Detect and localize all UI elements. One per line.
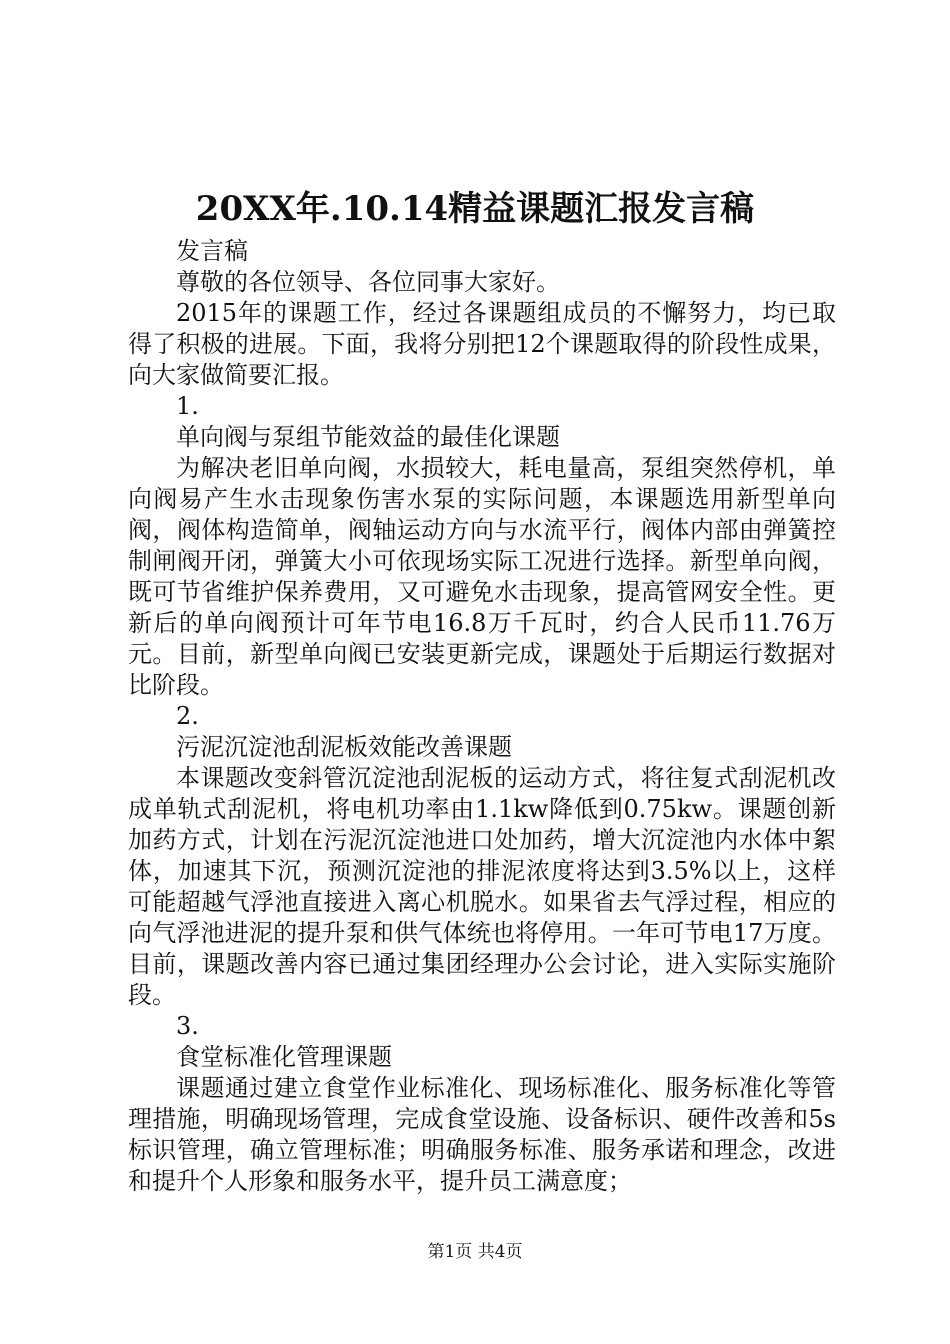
paragraph-intro: 2015年的课题工作，经过各课题组成员的不懈努力，均已取得了积极的进展。下面，我将分别把12个课题取得的阶段性成果，向大家做简要汇报。 xyxy=(128,299,836,389)
section-title-2: 污泥沉淀池刮泥板效能改善课题 xyxy=(176,733,512,761)
paragraph-greeting: 尊敬的各位领导、各位同事大家好。 xyxy=(176,268,560,296)
section-body-1: 为解决老旧单向阀，水损较大，耗电量高，泵组突然停机，单向阀易产生水击现象伤害水泵的实际问题，本课题选用新型单向阀，阀体构造简单，阀轴运动方向与水流平行，阀体内部由弹簧控制闸阀开闭，弹簧大小可依现场实际工况进行选择。新型单向阀，既可节省维护保养费用，又可避免水击现象，提高管网安全性。更新后的单向阀预计可年节电16.8万千瓦时，约合人民币11.76万元。目前，新型单向阀已安装更新完成，课题处于后期运行数据对比阶段。 xyxy=(128,454,836,699)
section-number-2: 2. xyxy=(176,702,199,730)
document-body xyxy=(128,236,836,1197)
section-number-1: 1. xyxy=(176,392,199,420)
section-title-1: 单向阀与泵组节能效益的最佳化课题 xyxy=(176,423,560,451)
page-footer: 第1页 共4页 xyxy=(427,1242,523,1262)
section-number-3: 3. xyxy=(176,1012,199,1040)
paragraph-heading-speech: 发言稿 xyxy=(176,237,248,265)
section-title-3: 食堂标准化管理课题 xyxy=(176,1043,392,1071)
section-body-2: 本课题改变斜管沉淀池刮泥板的运动方式，将往复式刮泥机改成单轨式刮泥机，将电机功率由1.1kw降低到0.75kw。课题创新加药方式，计划在污泥沉淀池进口处加药，增大沉淀池内水体中絮体，加速其下沉，预测沉淀池的排泥浓度将达到3.5%以上，这样可能超越气浮池直接进入离心机脱水。如果省去气浮过程，相应的向气浮池进泥的提升泵和供气体统也将停用。一年可节电17万度。目前，课题改善内容已通过集团经理办公会讨论，进入实际实施阶段。 xyxy=(128,764,836,1009)
section-body-3: 课题通过建立食堂作业标准化、现场标准化、服务标准化等管理措施，明确现场管理，完成食堂设施、设备标识、硬件改善和5s标识管理，确立管理标准；明确服务标准、服务承诺和理念，改进和提升个人形象和服务水平，提升员工满意度； xyxy=(128,1074,836,1195)
document-title: 20XX年.10.14精益课题汇报发言稿 xyxy=(195,189,755,229)
